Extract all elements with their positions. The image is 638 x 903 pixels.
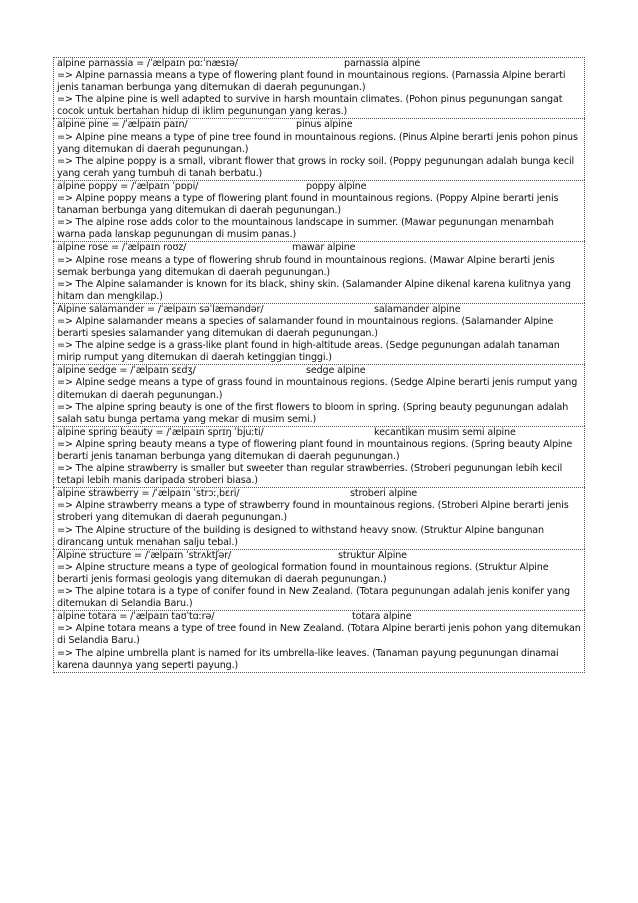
entry-headline: [57, 181, 582, 193]
vocab-entry: [53, 610, 585, 672]
entry-meaning: => Alpine sedge means a type of grass found in mountainous regions. (Sedge Alpine berarti jenis rumput yang ditemukan di daerah pegunungan.): [57, 377, 578, 401]
entry-meaning: => Alpine strawberry means a type of strawberry found in mountainous regions. (Stroberi Alpine berarti jenis stroberi yang ditemukan di daerah pegunungan.): [57, 500, 569, 524]
vocab-entry: [53, 241, 585, 302]
vocab-entry: [53, 549, 585, 610]
entry-example: => The Alpine structure of the building is designed to withstand heavy snow. (Struktur Alpine bangunan dirancang untuk menahan salju tebal.): [57, 524, 544, 548]
entry-meaning: => Alpine totara means a type of tree found in New Zealand. (Totara Alpine berarti jenis pohon yang ditemukan di Selandia Baru.): [57, 623, 581, 647]
vocab-entry: [53, 487, 585, 548]
translation: parnassia alpine: [344, 58, 421, 69]
entry-example: => The Alpine salamander is known for its black, shiny skin. (Salamander Alpine dikenal karena kulitnya yang hitam dan mengkilap.): [57, 278, 571, 302]
translation: totara alpine: [352, 611, 412, 623]
entry-meaning: => Alpine poppy means a type of flowering plant found in mountainous regions. (Poppy Alpine berarti jenis tanaman berbunga yang ditemukan di daerah pegunungan.): [57, 193, 559, 217]
headword-pronunciation: alpine rose = /ˈælpaɪn roʊz/: [57, 242, 187, 254]
entry-example: => The alpine rose adds color to the mountainous landscape in summer. (Mawar pegunungan menambah warna pada lanskap pegunungan di musim panas.): [57, 217, 554, 241]
entry-example: => The alpine pine is well adapted to survive in harsh mountain climates. (Pohon pinus pegunungan sangat cocok untuk bertahan hidup di iklim pegunungan yang keras.): [57, 94, 563, 118]
entry-headline: [57, 488, 582, 500]
entry-meaning: => Alpine structure means a type of geological formation found in mountainous regions. (Struktur Alpine berarti jenis formasi geologis yang ditemukan di daerah pegunungan.): [57, 561, 549, 585]
translation: stroberi alpine: [350, 488, 418, 500]
entry-example: => The alpine totara is a type of conifer found in New Zealand. (Totara pegunungan adalah jenis konifer yang ditemukan di Selandia Baru.): [57, 586, 570, 610]
translation: sedge alpine: [306, 365, 366, 377]
translation: kecantikan musim semi alpine: [374, 426, 516, 438]
entry-example: => The alpine strawberry is smaller but sweeter than regular strawberries. (Stroberi pegunungan lebih kecil tetapi lebih manis daripada stroberi biasa.): [57, 463, 563, 487]
entry-headline: [57, 365, 582, 377]
entry-headline: [57, 427, 582, 439]
entry-headline: [57, 119, 582, 131]
vocabulary-list: [53, 57, 585, 673]
vocab-entry: [53, 364, 585, 425]
entry-example: => The alpine umbrella plant is named for its umbrella-like leaves. (Tanaman payung pegunungan dinamai karena daunnya yang seperti payung.): [57, 647, 559, 671]
entry-headline: [57, 242, 582, 254]
headword-pronunciation: Alpine salamander = /ˈælpaɪn səˈlæməndər/: [57, 303, 264, 315]
translation: poppy alpine: [306, 180, 367, 192]
headword-pronunciation: alpine spring beauty = /ˈælpaɪn sprɪŋ ˈbjuːti/: [57, 426, 264, 438]
entry-headline: [57, 550, 582, 562]
translation: salamander alpine: [374, 303, 461, 315]
entry-meaning: => Alpine spring beauty means a type of flowering plant found in mountainous regions. (Spring beauty Alpine berarti jenis tanaman berbunga yang ditemukan di daerah pegunungan.): [57, 438, 573, 462]
entry-meaning: => Alpine rose means a type of flowering shrub found in mountainous regions. (Mawar Alpine berarti jenis semak berbunga yang ditemukan di daerah pegunungan.): [57, 254, 555, 278]
vocab-entry: [53, 118, 585, 179]
translation: mawar alpine: [292, 242, 356, 254]
headword-pronunciation: alpine totara = /ˈælpaɪn taʊˈtɑːrə/: [57, 611, 215, 623]
headword-pronunciation: alpine sedge = /ˈælpaɪn sɛdʒ/: [57, 365, 196, 377]
vocab-entry: [53, 303, 585, 364]
headword-pronunciation: alpine pine = /ˈælpaɪn paɪn/: [57, 119, 188, 131]
vocab-entry: [53, 180, 585, 241]
entry-headline: [57, 58, 582, 70]
entry-example: => The alpine sedge is a grass-like plant found in high-altitude areas. (Sedge pegunungan adalah tanaman mirip rumput yang ditemukan di daerah ketinggian tinggi.): [57, 340, 560, 364]
vocab-entry: [53, 57, 585, 118]
translation: pinus alpine: [296, 119, 353, 131]
entry-meaning: => Alpine pine means a type of pine tree found in mountainous regions. (Pinus Alpine berarti jenis pohon pinus yang ditemukan di daerah pegunungan.): [57, 131, 578, 155]
headword-pronunciation: alpine strawberry = /ˈælpaɪn ˈstrɔːˌbɛri/: [57, 488, 240, 500]
vocab-entry: [53, 426, 585, 487]
entry-example: => The alpine poppy is a small, vibrant flower that grows in rocky soil. (Poppy pegunungan adalah bunga kecil yang cerah yang tumbuh di tanah berbatu.): [57, 155, 574, 179]
entry-headline: [57, 611, 582, 623]
translation: struktur Alpine: [338, 549, 407, 561]
headword-pronunciation: alpine poppy = /ˈælpaɪn ˈpɒpi/: [57, 180, 199, 192]
entry-example: => The alpine spring beauty is one of the first flowers to bloom in spring. (Spring beauty pegunungan adalah salah satu bunga pertama yang mekar di musim semi.): [57, 401, 569, 425]
headword-pronunciation: alpine parnassia = /ˈælpaɪn pɑːˈnæsɪə/: [57, 58, 238, 69]
entry-meaning: => Alpine salamander means a species of salamander found in mountainous regions. (Salamander Alpine berarti spesies salamander yang ditemukan di daerah pegunungan.): [57, 315, 554, 340]
entry-headline: [57, 304, 582, 316]
entry-meaning: => Alpine parnassia means a type of flowering plant found in mountainous regions. (Parnassia Alpine berarti jenis tanaman berbunga yang ditemukan di daerah pegunungan.): [57, 70, 566, 94]
headword-pronunciation: Alpine structure = /ˈælpaɪn ˈstrʌktʃər/: [57, 549, 232, 561]
